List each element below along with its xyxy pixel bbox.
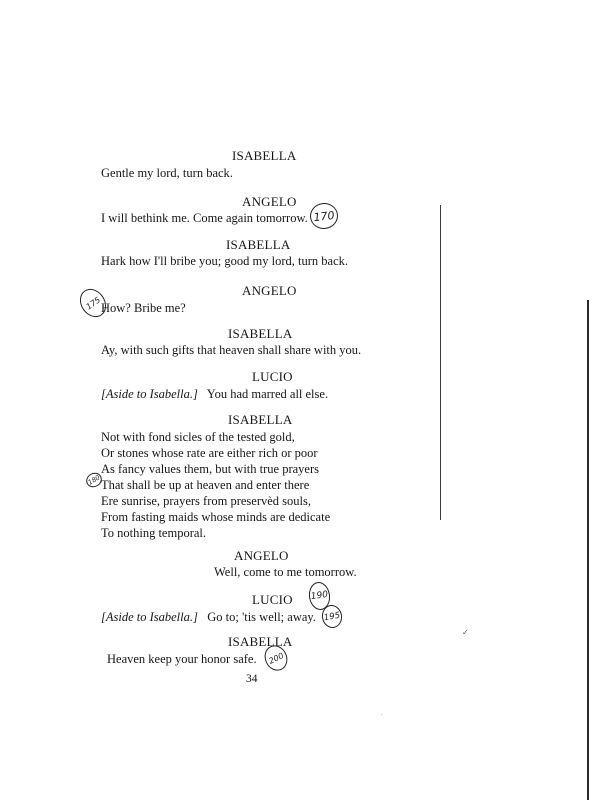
dialogue-line [101,609,316,625]
stage-direction: [Aside to Isabella.] [101,387,198,401]
speaker-name: LUCIO [252,592,293,607]
dialogue-line [101,386,328,402]
dialogue-line: Well, come to me tomorrow. [214,565,357,579]
line-number-annotation: 175 [75,284,112,322]
stage-direction: [Aside to Isabella.] [101,610,198,624]
line-number-annotation: 200 [261,642,292,675]
scan-speck: ✓ [462,628,469,637]
verse-line: To nothing temporal. [101,526,207,540]
speaker-name: ISABELLA [232,148,297,163]
verse-line: As fancy values them, but with true prayers [101,462,319,476]
dialogue-text: Go to; 'tis well; away. [207,610,316,624]
line-number-annotation: 195 [320,603,344,629]
verse-line: Not with fond sicles of the tested gold, [101,430,295,444]
verse-line: Or stones whose rate are either rich or poor [101,446,318,460]
dialogue-line: How? Bribe me? [101,301,186,315]
dialogue-line: Gentle my lord, turn back. [101,166,233,180]
speaker-name: ISABELLA [228,326,293,341]
speaker-name: ISABELLA [226,237,291,252]
verse-line: Ere sunrise, prayers from preservèd souls, [101,494,312,508]
dialogue-line: Hark how I'll bribe you; good my lord, turn back. [101,254,348,268]
verse-line: From fasting maids whose minds are dedicate [101,510,331,524]
verse-line: That shall be up at heaven and enter there [101,478,310,492]
scan-artifact-line [440,205,441,520]
speaker-name: ANGELO [242,194,297,209]
speaker-name: ANGELO [242,283,297,298]
page-number: 34 [246,673,258,685]
dialogue-line: Ay, with such gifts that heaven shall share with you. [101,343,362,357]
dialogue-line: I will bethink me. Come again tomorrow. [101,211,308,225]
dialogue-line: Heaven keep your honor safe. [107,652,257,666]
speaker-name: LUCIO [252,369,293,384]
scan-speck: · [381,712,383,718]
speaker-name: ISABELLA [228,634,293,649]
scan-artifact-line [587,300,589,800]
speaker-name: ANGELO [234,548,289,563]
line-number-annotation: 180 [84,470,105,490]
dialogue-text: You had marred all else. [206,387,329,401]
line-number-annotation: 190 [307,581,332,612]
line-number-annotation: 170 [309,202,340,231]
speaker-name: ISABELLA [228,412,293,427]
